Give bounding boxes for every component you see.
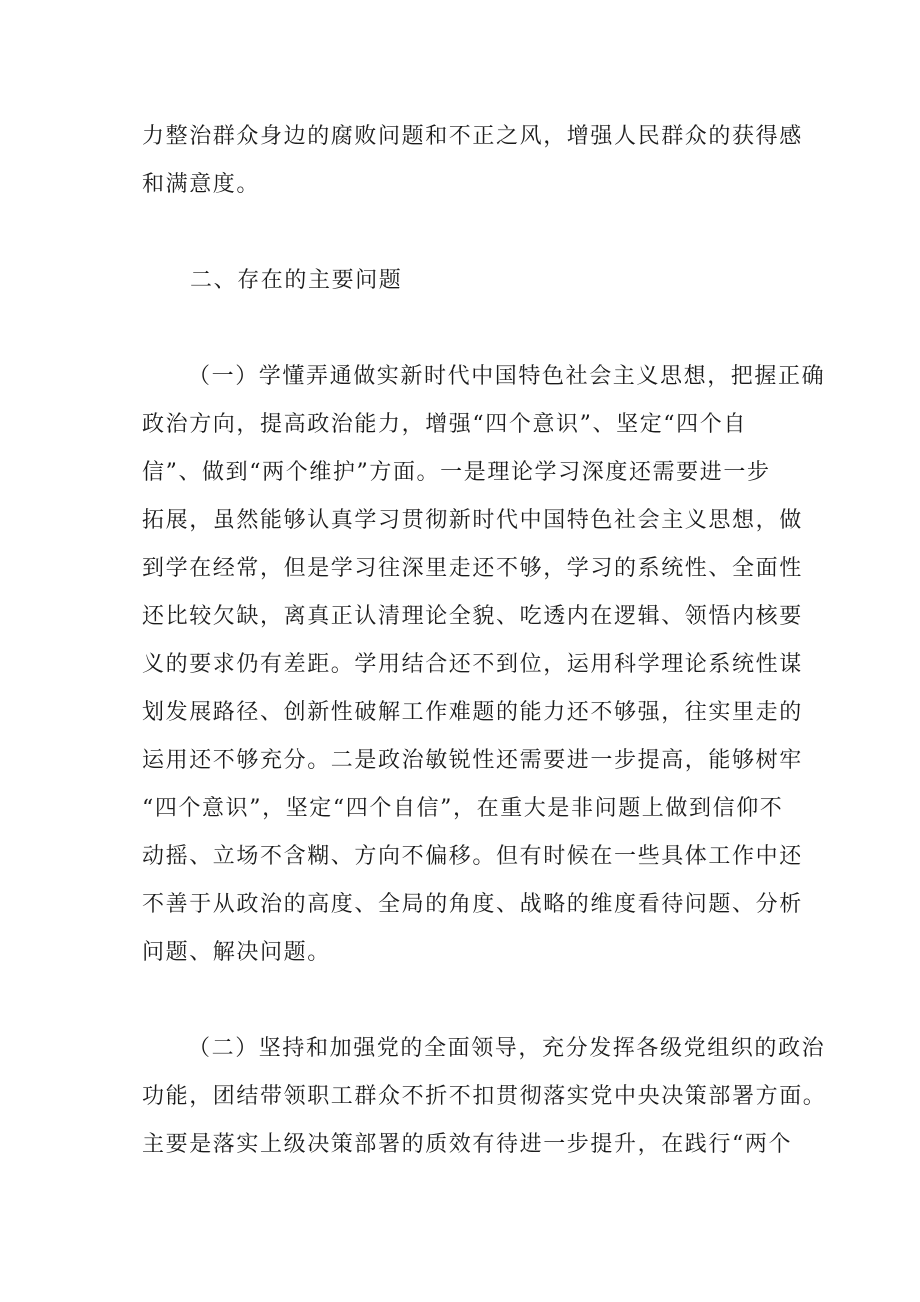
paragraph-line: （一）学懂弄通做实新时代中国特色社会主义思想，把握正确 (188, 364, 826, 389)
paragraph-line: 动摇、立场不含糊、方向不偏移。但有时候在一些具体工作中还 (142, 844, 803, 869)
paragraph-line: 和满意度。 (142, 172, 261, 197)
paragraph-line: 义的要求仍有差距。学用结合还不到位，运用科学理论系统性谋 (142, 652, 803, 677)
paragraph-line: 划发展路径、创新性破解工作难题的能力还不够强，往实里走的 (142, 700, 803, 725)
paragraph-line: 功能，团结带领职工群众不折不扣贯彻落实党中央决策部署方面。 (142, 1084, 827, 1109)
paragraph-line: 问题、解决问题。 (142, 940, 331, 965)
paragraph-line: “四个意识”，坚定“四个自信”，在重大是非问题上做到信仰不 (142, 796, 784, 821)
paragraph-line: 还比较欠缺，离真正认清理论全貌、吃透内在逻辑、领悟内核要 (142, 604, 803, 629)
section-heading: 二、存在的主要问题 (190, 268, 403, 293)
paragraph-line: 拓展，虽然能够认真学习贯彻新时代中国特色社会主义思想，做 (142, 508, 803, 533)
paragraph-line: 政治方向，提高政治能力，增强“四个意识”、坚定“四个自 (142, 412, 747, 437)
paragraph-line: 主要是落实上级决策部署的质效有待进一步提升，在践行“两个 (142, 1132, 793, 1157)
paragraph-line: （二）坚持和加强党的全面领导，充分发挥各级党组织的政治 (188, 1036, 826, 1061)
paragraph-line: 到学在经常，但是学习往深里走还不够，学习的系统性、全面性 (142, 556, 803, 581)
paragraph-line: 不善于从政治的高度、全局的角度、战略的维度看待问题、分析 (142, 892, 803, 917)
paragraph-line: 力整治群众身边的腐败问题和不正之风，增强人民群众的获得感 (142, 124, 803, 149)
paragraph-line: 信”、做到“两个维护”方面。一是理论学习深度还需要进一步 (142, 460, 771, 485)
paragraph-line: 运用还不够充分。二是政治敏锐性还需要进一步提高，能够树牢 (142, 748, 803, 773)
